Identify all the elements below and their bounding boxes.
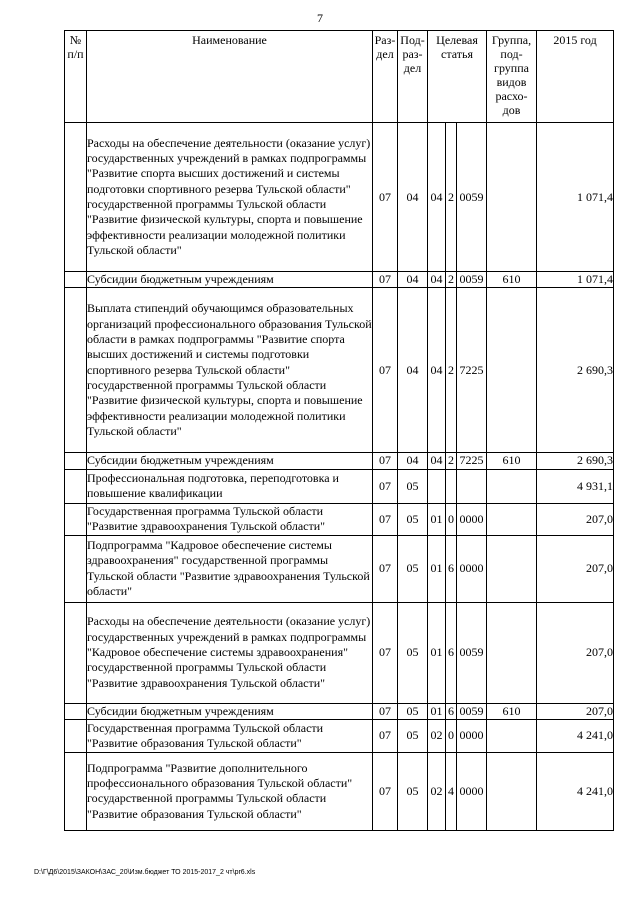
row-target-code: 7225 (457, 288, 487, 453)
row-name: Субсидии бюджетным учреждениям (87, 453, 373, 469)
table-body (65, 123, 614, 831)
row-target-subprogram (446, 469, 457, 503)
row-target-program: 02 (428, 752, 446, 830)
row-expense-group: 610 (487, 453, 537, 469)
row-target-program: 02 (428, 719, 446, 752)
row-podrazdel: 04 (398, 453, 428, 469)
row-target-program (428, 469, 446, 503)
row-name: Профессиональная подготовка, переподготовка и повышение квалификации (87, 469, 373, 503)
table-row (65, 503, 614, 535)
row-name: Государственная программа Тульской области "Развитие здравоохранения Тульской области" (87, 503, 373, 535)
table-row (65, 752, 614, 830)
row-target-subprogram: 2 (446, 453, 457, 469)
row-target-code: 0000 (457, 719, 487, 752)
row-target-code (457, 469, 487, 503)
row-amount: 2 690,3 (537, 453, 614, 469)
row-amount: 207,0 (537, 503, 614, 535)
row-target-subprogram: 6 (446, 602, 457, 703)
table-header (65, 31, 614, 123)
row-num (65, 503, 87, 535)
row-razdel: 07 (373, 453, 398, 469)
row-podrazdel: 05 (398, 752, 428, 830)
row-name: Выплата стипендий обучающимся образовательных организаций профессионального образования Тульской области в рамках подпрограммы "Развитие спорта высших достижений и системы подготовки спортивного резерва Тульской области" государственной программы Тульской области "Развитие физической культуры, спорта и повышение эффективности реализации молодежной политики Тульской области" (87, 288, 373, 453)
row-target-subprogram: 6 (446, 535, 457, 602)
row-razdel: 07 (373, 703, 398, 719)
row-amount: 1 071,4 (537, 272, 614, 288)
row-razdel: 07 (373, 535, 398, 602)
row-amount: 4 241,0 (537, 719, 614, 752)
row-razdel: 07 (373, 752, 398, 830)
row-razdel: 07 (373, 602, 398, 703)
row-expense-group (487, 535, 537, 602)
row-target-program: 04 (428, 288, 446, 453)
table-row (65, 535, 614, 602)
header-name (87, 31, 373, 123)
row-num (65, 469, 87, 503)
row-expense-group: 610 (487, 703, 537, 719)
row-expense-group (487, 123, 537, 272)
row-amount: 207,0 (537, 535, 614, 602)
header-razdel (373, 31, 398, 123)
row-razdel: 07 (373, 469, 398, 503)
row-amount: 207,0 (537, 602, 614, 703)
row-num (65, 752, 87, 830)
row-podrazdel: 04 (398, 288, 428, 453)
header-year-text: 2015 год (553, 33, 597, 47)
row-name: Субсидии бюджетным учреждениям (87, 703, 373, 719)
header-name-text: Наименование (192, 33, 267, 47)
header-num (65, 31, 87, 123)
row-target-program: 04 (428, 123, 446, 272)
header-num-text: № п/п (67, 33, 84, 61)
row-num (65, 602, 87, 703)
row-expense-group (487, 503, 537, 535)
row-target-code: 0059 (457, 602, 487, 703)
row-razdel: 07 (373, 272, 398, 288)
row-num (65, 535, 87, 602)
row-target-subprogram: 0 (446, 503, 457, 535)
row-expense-group (487, 469, 537, 503)
table-row (65, 602, 614, 703)
row-target-subprogram: 2 (446, 123, 457, 272)
row-target-code: 0059 (457, 703, 487, 719)
row-target-subprogram: 0 (446, 719, 457, 752)
row-target-program: 01 (428, 602, 446, 703)
row-podrazdel: 05 (398, 719, 428, 752)
file-path-footer: D:\Г\Д6\2015\ЗАКОН\ЗАС_20\Изм.бюджет ТО 2015-2017_2 чт\pr6.xls (34, 869, 256, 876)
row-num (65, 719, 87, 752)
row-podrazdel: 05 (398, 602, 428, 703)
table-row (65, 719, 614, 752)
table-row (65, 123, 614, 272)
row-num (65, 288, 87, 453)
row-razdel: 07 (373, 288, 398, 453)
row-target-program: 01 (428, 503, 446, 535)
row-name: Расходы на обеспечение деятельности (оказание услуг) государственных учреждений в рамках подпрограммы "Развитие спорта высших достижений и системы подготовки спортивного резерва Тульской области" государственной программы Тульской области "Развитие физической культуры, спорта и повышение эффективности реализации молодежной политики Тульской области" (87, 123, 373, 272)
row-podrazdel: 04 (398, 123, 428, 272)
budget-table (64, 30, 614, 831)
row-target-code: 0000 (457, 752, 487, 830)
page-number: 7 (317, 11, 323, 25)
row-amount: 4 931,1 (537, 469, 614, 503)
row-expense-group: 610 (487, 272, 537, 288)
header-razdel-text: Раз-дел (374, 33, 396, 61)
header-year (537, 31, 614, 123)
row-target-subprogram: 4 (446, 752, 457, 830)
header-target (428, 31, 487, 123)
header-group-text: Группа, под-группа видов расхо-дов (491, 33, 532, 117)
row-name: Расходы на обеспечение деятельности (оказание услуг) государственных учреждений в рамках подпрограммы "Кадровое обеспечение системы здравоохранения" государственной программы Тульской области "Развитие здравоохранения Тульской области" (87, 602, 373, 703)
row-razdel: 07 (373, 503, 398, 535)
row-target-program: 04 (428, 453, 446, 469)
row-expense-group (487, 288, 537, 453)
table-row (65, 288, 614, 453)
row-razdel: 07 (373, 719, 398, 752)
row-target-subprogram: 6 (446, 703, 457, 719)
table-row (65, 703, 614, 719)
row-target-code: 0000 (457, 503, 487, 535)
row-num (65, 703, 87, 719)
row-podrazdel: 05 (398, 703, 428, 719)
row-expense-group (487, 752, 537, 830)
row-target-code: 0000 (457, 535, 487, 602)
row-target-code: 7225 (457, 453, 487, 469)
row-target-program: 04 (428, 272, 446, 288)
table-row (65, 272, 614, 288)
row-podrazdel: 05 (398, 535, 428, 602)
row-podrazdel: 05 (398, 503, 428, 535)
row-target-program: 01 (428, 535, 446, 602)
row-target-code: 0059 (457, 123, 487, 272)
row-name: Подпрограмма "Кадровое обеспечение системы здравоохранения" государственной программы Тульской области "Развитие здравоохранения Тульской области" (87, 535, 373, 602)
row-name: Подпрограмма "Развитие дополнительного профессионального образования Тульской области" государственной программы Тульской области "Развитие образования Тульской области" (87, 752, 373, 830)
row-amount: 207,0 (537, 703, 614, 719)
row-target-subprogram: 2 (446, 288, 457, 453)
row-expense-group (487, 602, 537, 703)
row-podrazdel: 05 (398, 469, 428, 503)
row-amount: 1 071,4 (537, 123, 614, 272)
row-expense-group (487, 719, 537, 752)
row-num (65, 123, 87, 272)
header-target-text: Целевая статья (436, 33, 478, 61)
table-row (65, 469, 614, 503)
row-target-subprogram: 2 (446, 272, 457, 288)
row-target-code: 0059 (457, 272, 487, 288)
header-podrazdel-text: Под-раз-дел (400, 33, 425, 75)
row-razdel: 07 (373, 123, 398, 272)
row-name: Субсидии бюджетным учреждениям (87, 272, 373, 288)
row-amount: 2 690,3 (537, 288, 614, 453)
header-group (487, 31, 537, 123)
row-num (65, 453, 87, 469)
header-podrazdel (398, 31, 428, 123)
row-num (65, 272, 87, 288)
row-podrazdel: 04 (398, 272, 428, 288)
table-row (65, 453, 614, 469)
row-amount: 4 241,0 (537, 752, 614, 830)
row-target-program: 01 (428, 703, 446, 719)
row-name: Государственная программа Тульской области "Развитие образования Тульской области" (87, 719, 373, 752)
